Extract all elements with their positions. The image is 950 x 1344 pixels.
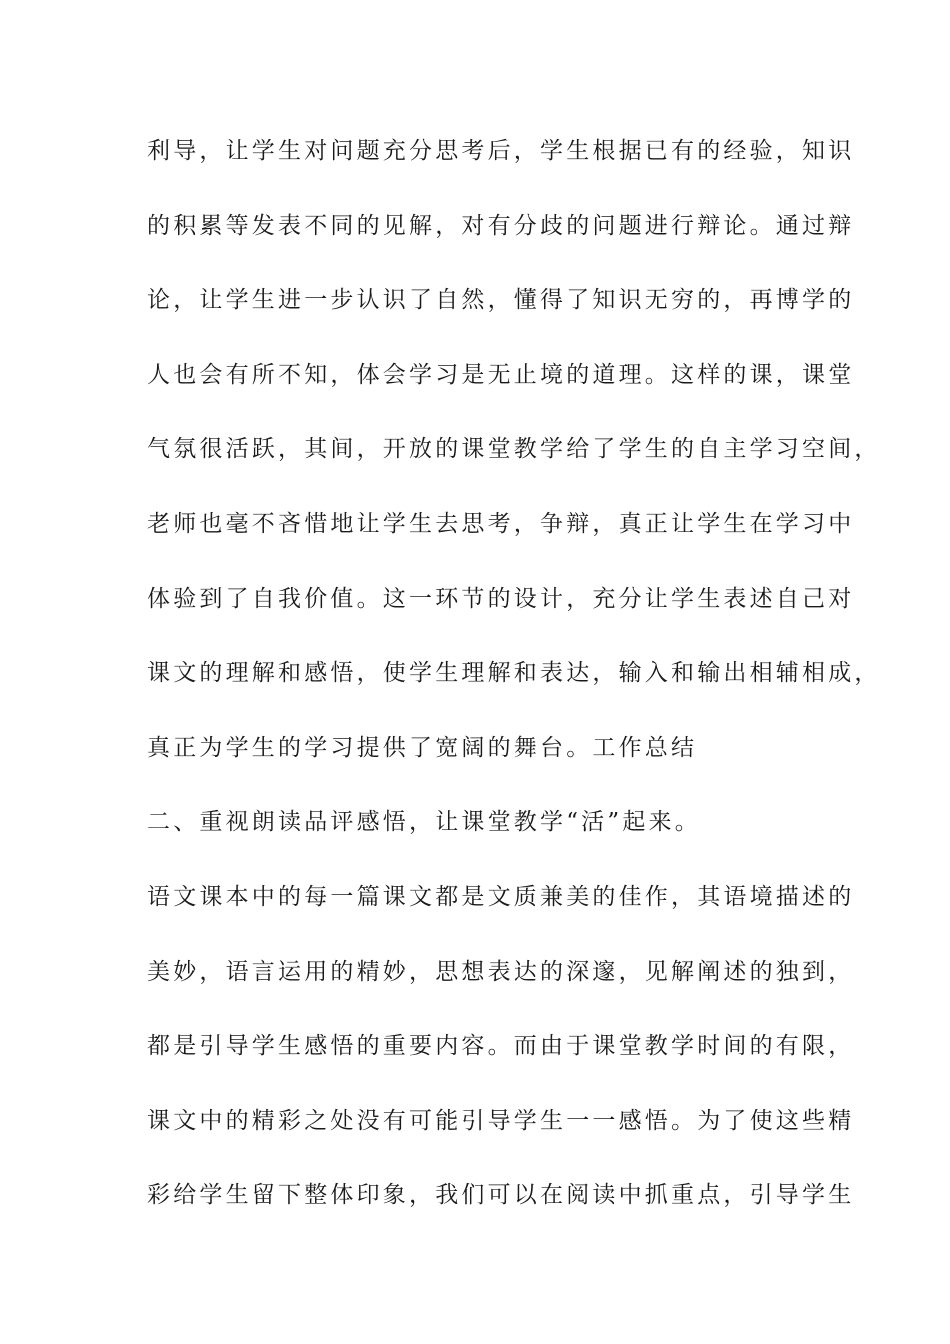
text-line: 真正为学生的学习提供了宽阔的舞台。工作总结 xyxy=(147,734,698,761)
text-line: 气氛很活跃，其间，开放的课堂教学给了学生的自主学习空间， xyxy=(147,436,881,463)
body-text xyxy=(147,128,881,1247)
text-line: 都是引导学生感悟的重要内容。而由于课堂教学时间的有限， xyxy=(147,1033,855,1060)
text-line: 课文的理解和感悟，使学生理解和表达，输入和输出相辅相成， xyxy=(147,660,881,687)
text-line: 利导，让学生对问题充分思考后，学生根据已有的经验，知识 xyxy=(147,138,855,164)
text-line: 体验到了自我价值。这一环节的设计，充分让学生表述自己对 xyxy=(147,585,855,612)
text-line: 人也会有所不知，体会学习是无止境的道理。这样的课，课堂 xyxy=(147,361,855,388)
text-line: 语文课本中的每一篇课文都是文质兼美的佳作，其语境描述的 xyxy=(147,883,855,910)
text-line: 课文中的精彩之处没有可能引导学生一一感悟。为了使这些精 xyxy=(147,1107,855,1134)
text-line: 老师也毫不吝惜地让学生去思考，争辩，真正让学生在学习中 xyxy=(147,510,855,537)
text-line: 美妙，语言运用的精妙，思想表达的深邃，见解阐述的独到， xyxy=(147,958,855,985)
text-line: 彩给学生留下整体印象，我们可以在阅读中抓重点，引导学生 xyxy=(147,1182,855,1209)
section-heading: 二、重视朗读品评感悟，让课堂教学“活”起来。 xyxy=(147,809,701,836)
text-line: 论，让学生进一步认识了自然，懂得了知识无穷的，再博学的 xyxy=(147,287,855,314)
text-line: 的积累等发表不同的见解，对有分歧的问题进行辩论。通过辩 xyxy=(147,212,855,239)
